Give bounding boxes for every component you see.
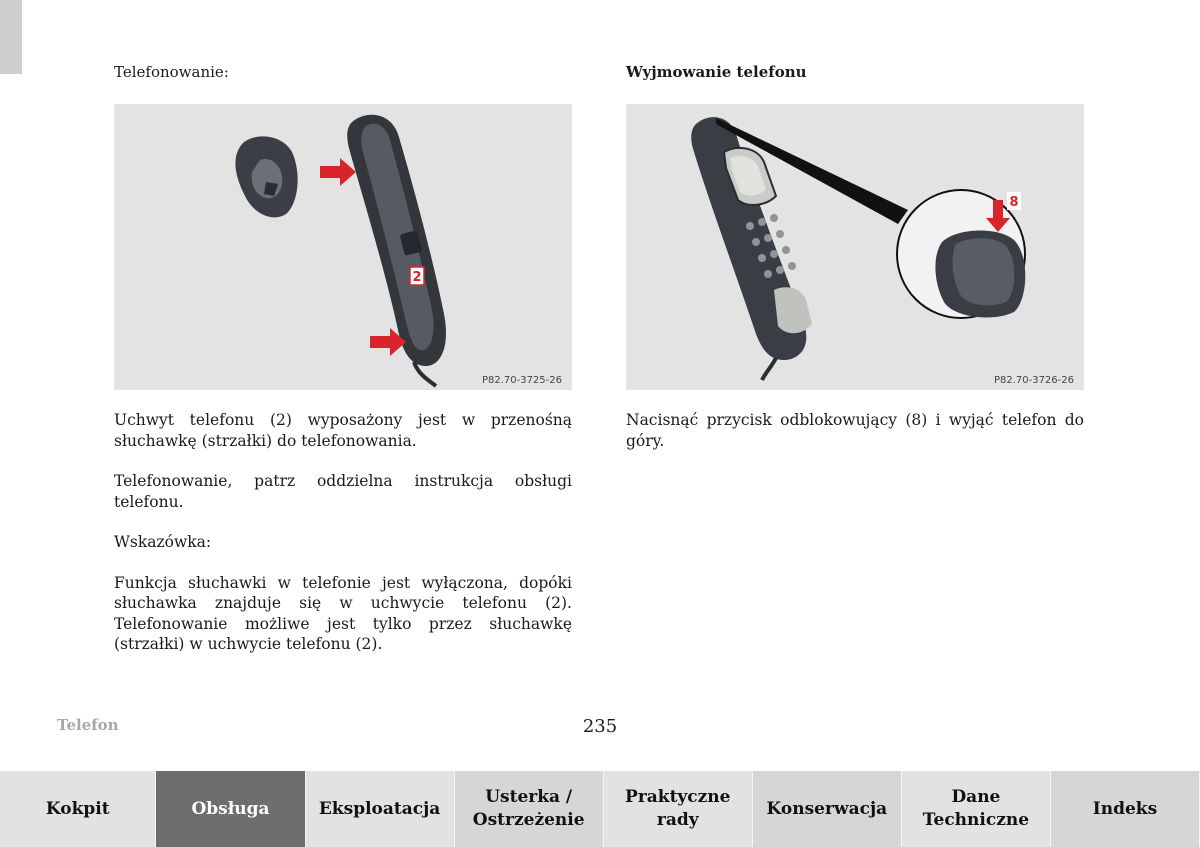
tab-dane-techniczne[interactable]: Dane Techniczne [902, 771, 1051, 847]
tab-obsluga[interactable]: Obsługa [156, 771, 305, 847]
page-number: 235 [582, 716, 618, 737]
left-heading: Telefonowanie: [114, 63, 229, 81]
section-label: Telefon [57, 716, 119, 734]
callout-number: 8 [1009, 195, 1019, 210]
phone-removal-figure [626, 104, 1084, 390]
note-label: Wskazówka: [114, 533, 212, 551]
callout-number: 2 [412, 270, 422, 285]
tab-eksploatacja[interactable]: Eksploatacja [306, 771, 455, 847]
right-column [626, 58, 1084, 451]
figure-code: P82.70-3725-26 [481, 375, 562, 386]
handset-holder-figure [114, 104, 572, 390]
phone-illustration [626, 104, 1084, 390]
tab-kokpit[interactable]: Kokpit [0, 771, 156, 847]
cradle-piece [235, 136, 297, 217]
tab-indeks[interactable]: Indeks [1051, 771, 1200, 847]
tab-usterka-ostrzezenie[interactable]: Usterka / Ostrzeżenie [455, 771, 604, 847]
figure-code: P82.70-3726-26 [993, 375, 1074, 386]
paragraph: Nacisnąć przycisk odblokowujący (8) i wyjąć telefon do góry. [626, 411, 1084, 450]
handset-illustration [114, 104, 572, 390]
paragraph: Funkcja słuchawki w telefonie jest wyłączona, dopóki słuchawka znajduje się w uchwycie telefonu (2). Telefonowanie możliwe jest tylko przez słuchawkę (strzałki) w uchwycie telefonu (2). [114, 573, 572, 653]
red-arrow-top [320, 158, 356, 186]
chapter-nav [0, 771, 1200, 847]
paragraph: Uchwyt telefonu (2) wyposażony jest w przenośną słuchawkę (strzałki) do telefonowania. [114, 411, 572, 450]
right-heading: Wyjmowanie telefonu [626, 63, 807, 81]
left-column [114, 58, 572, 655]
callout-box [410, 267, 424, 285]
zoom-detail [897, 190, 1025, 318]
corner-tab-marker [0, 0, 22, 74]
paragraph: Telefonowanie, patrz oddzielna instrukcja obsługi telefonu. [114, 472, 572, 511]
tab-praktyczne-rady[interactable]: Praktyczne rady [604, 771, 753, 847]
tab-konserwacja[interactable]: Konserwacja [753, 771, 902, 847]
